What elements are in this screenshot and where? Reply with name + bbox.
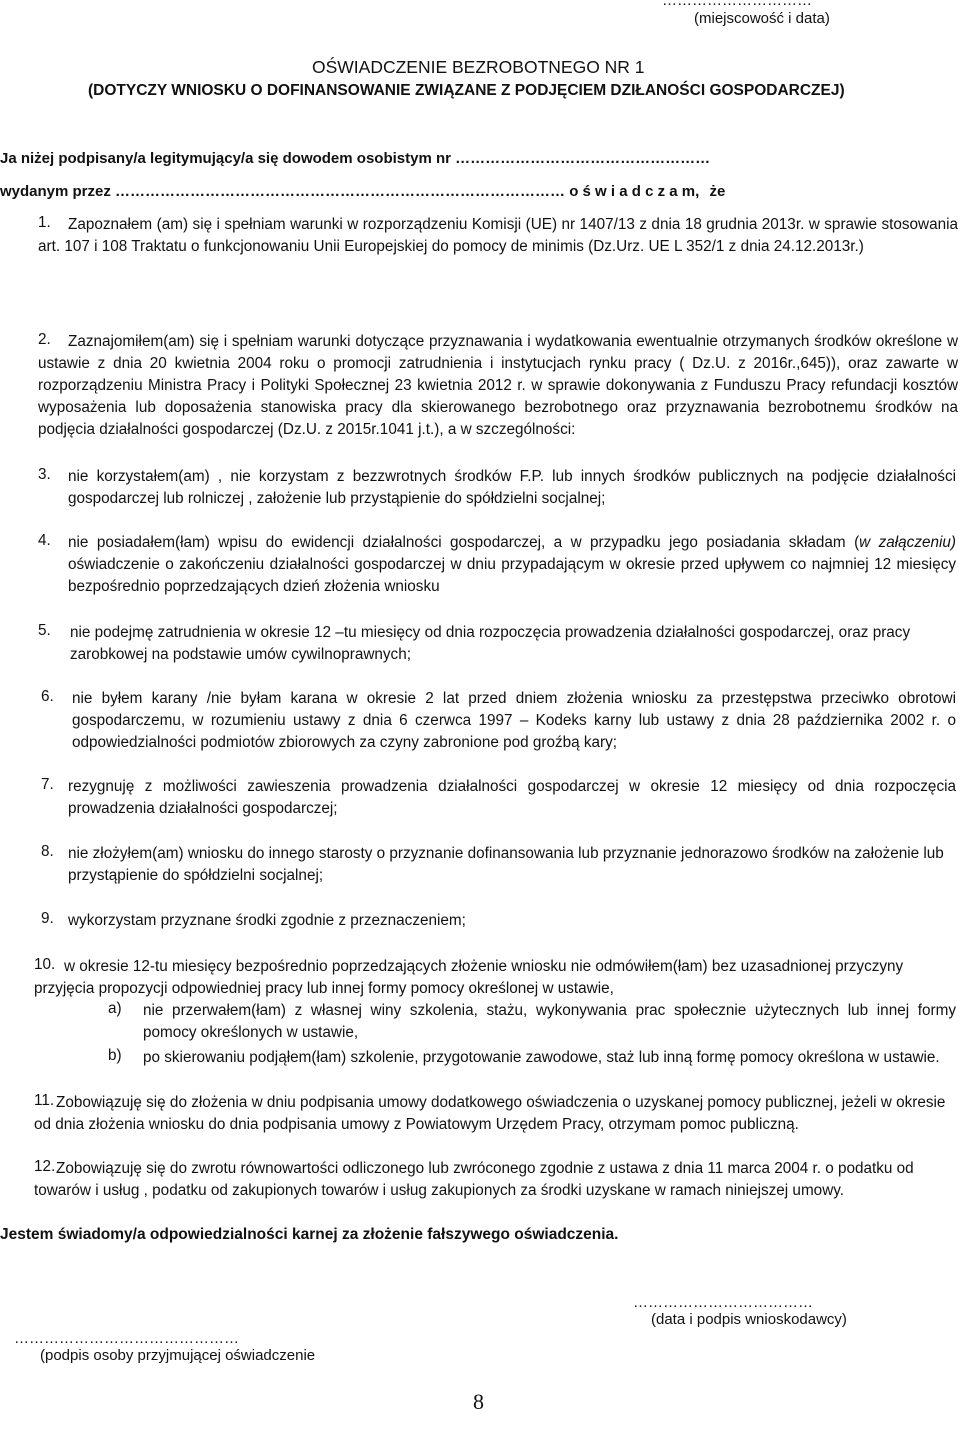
page-number: 8 — [473, 1389, 484, 1414]
applicant-signature-label: (data i podpis wnioskodawcy) — [651, 1311, 847, 1328]
item-number: 11. — [34, 1092, 55, 1109]
item-number: 6. — [41, 688, 54, 705]
subitem-b: po skierowaniu podjąłem(łam) szkolenie, przygotowanie zawodowe, staż lub inną formę pomocy określona w ustawie. — [143, 1049, 940, 1066]
issued-by-label: wydanym przez — [0, 183, 111, 200]
officer-signature-label: (podpis osoby przyjmującej oświadczenie — [40, 1347, 316, 1364]
declaration-item-1: Zapoznałem (am) się i spełniam warunki w rozporządzeniu Komisji (UE) nr 1407/13 z dnia 18 grudnia 2013r. w sprawie stosowania art. 107 i 108 Traktatu o funkcjonowaniu Unii Europejskiej do pomocy de minimis (Dz.Urz. UE L 352/1 z dnia 24.12.2013r.) — [38, 216, 958, 255]
subitem-letter: b) — [108, 1047, 122, 1064]
applicant-signature-dots: ……………………………… — [633, 1294, 813, 1311]
item-4-text-end: oświadczenie o zakończeniu działalności gospodarczej w dniu przypadającym w okresie przed upływem co najmniej 12 miesięcy bezpośrednio poprzedzających dzień złożenia wniosku — [68, 556, 956, 595]
declaration-item-2: Zaznajomiłem(am) się i spełniam warunki dotyczące przyznawania i wydatkowania ewentualnie otrzymanych środków określone w ustawie z dnia 20 kwietnia 2004 roku o promocji zatrudnienia i instytucjach rynku pracy ( Dz.U. z 2016r.,645)), oraz zawarte w rozporządzeniu Ministra Pracy i Polityki Społecznej 23 kwietnia 2012 r. w sprawie dokonywania z Funduszu Pracy refundacji kosztów wyposażenia lub doposażenia stanowiska pracy dla skierowanego bezrobotnego oraz przyznawania bezrobotnemu środków na podjęcia działalności gospodarczej (Dz.U. z 2015r.1041 j.t.), a w szczególności: — [38, 333, 958, 438]
item-number: 3. — [38, 466, 51, 483]
closing-statement: Jestem świadomy/a odpowiedzialności karnej za złożenie fałszywego oświadczenia. — [0, 1226, 619, 1243]
declaration-item-7: rezygnuję z możliwości zawieszenia prowadzenia działalności gospodarczej w okresie 12 miesięcy od dnia rozpoczęcia prowadzenia działalności gospodarczej; — [68, 778, 956, 817]
declare-word: o ś w i a d c z a m, — [569, 183, 700, 200]
place-date-dots: ………………………… — [662, 0, 812, 9]
intro-issuer-line — [0, 183, 725, 200]
item-number: 8. — [41, 843, 54, 860]
declaration-item-9: wykorzystam przyznane środki zgodnie z przeznaczeniem; — [68, 912, 466, 929]
declaration-item-4 — [68, 532, 956, 598]
item-number: 7. — [41, 776, 54, 793]
subitem-a: nie przerwałem(łam) z własnej winy szkolenia, stażu, wykonywania prac społecznie użytecznych lub innej formy pomocy określonych w ustawie, — [143, 1002, 956, 1041]
item-number: 10. — [34, 956, 56, 973]
declaration-item-11: Zobowiązuję się do złożenia w dniu podpisania umowy dodatkowego oświadczenia o uzyskanej pomocy publicznej, jeżeli w okresie od dnia złożenia wniosku do dnia podpisania umowy z Powiatowym Urzędem Pracy, otrzymam pomoc publiczną. — [34, 1094, 946, 1133]
declaration-item-10: w okresie 12-tu miesięcy bezpośrednio poprzedzających złożenie wniosku nie odmówiłem(łam) bez uzasadnionej przyczyny przyjęcia propozycji odpowiedniej pracy lub innej formy pomocy określonej w ustawie, — [34, 958, 904, 997]
item-number: 5. — [38, 622, 51, 639]
declaration-item-8: nie złożyłem(am) wniosku do innego starosty o przyznanie dofinansowania lub przyznanie jednorazowo środków na założenie lub przystąpienie do spółdzielni socjalnej; — [68, 845, 944, 884]
item-number: 9. — [41, 910, 54, 927]
item-number: 2. — [38, 331, 51, 348]
declaration-item-5: nie podejmę zatrudnienia w okresie 12 –tu miesięcy od dnia rozpoczęcia prowadzenia działalności gospodarczej, oraz pracy zarobkowej na podstawie umów cywilnoprawnych; — [70, 624, 911, 663]
issued-by-dots: ……………………………………………………………………………… — [115, 183, 566, 200]
declaration-item-3: nie korzystałem(am) , nie korzystam z bezzwrotnych środków F.P. lub innych środków publicznych na podjęcie działalności gospodarczej lub rolniczej , założenie lub przystąpienie do spółdzielni socjalnej; — [68, 468, 956, 507]
officer-signature-dots: ……………………………………… — [14, 1330, 239, 1347]
item-4-text-start: nie posiadałem(łam) wpisu do ewidencji działalności gospodarczej, a w przypadku jego posiadania składam ( — [68, 534, 860, 551]
declaration-item-12: Zobowiązuję się do zwrotu równowartości odliczonego lub zwróconego zgodnie z ustawa z dnia 11 marca 2004 r. o podatku od towarów i usług , podatku od zakupionych towarów i usług zakupionych za środki uzyskane w ramach niniejszej umowy. — [34, 1160, 914, 1199]
place-date-label: (miejscowość i data) — [694, 10, 830, 27]
that-word: że — [709, 183, 726, 200]
item-number: 4. — [38, 532, 51, 549]
subitem-letter: a) — [108, 1000, 122, 1017]
document-title: OŚWIADCZENIE BEZROBOTNEGO NR 1 — [312, 57, 645, 77]
declaration-item-6: nie byłem karany /nie byłam karana w okresie 2 lat przed dniem złożenia wniosku za przestępstwa przeciwko obrotowi gospodarczemu, w rozumieniu ustawy z dnia 6 czerwca 1997 – Kodeks karny lub ustawy z dnia 28 października 2002 r. o odpowiedzialności podmiotów zbiorowych za czyny zabronione pod groźbą kary; — [72, 690, 956, 751]
intro-id-line: Ja niżej podpisany/a legitymujący/a się dowodem osobistym nr …………………………………………… — [0, 150, 711, 167]
item-number: 12. — [34, 1158, 56, 1175]
item-number: 1. — [38, 214, 51, 231]
item-4-italic-note: w załączeniu) — [859, 534, 956, 551]
document-subtitle: (DOTYCZY WNIOSKU O DOFINANSOWANIE ZWIĄZANE Z PODJĘCIEM DZIŁANOŚCI GOSPODARCZEJ) — [88, 82, 845, 99]
